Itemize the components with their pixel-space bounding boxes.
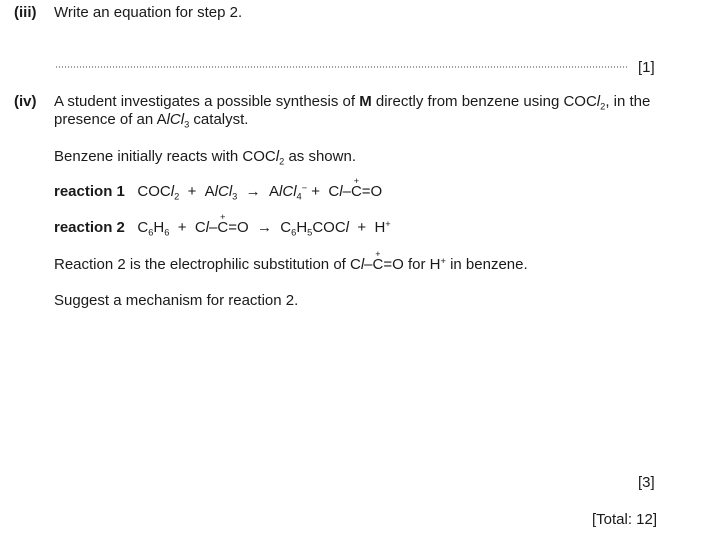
reaction-2-equation: reaction 2 $C_6H_6 + Cl-C$ + $=O \to C_6H_5COCl + H^+$ [54, 211, 391, 238]
mechanism-prompt: Suggest a mechanism for reaction 2. [54, 292, 299, 309]
part-iv-marks: [3] [638, 474, 655, 491]
reaction-1-equation: reaction 1 COCl$_2$ + AlCl$_3$ → AlCl$_4$− + Cl–C + =O [54, 175, 383, 202]
part-iv-number: (iv) [14, 93, 37, 110]
part-iii-prompt: Write an equation for step 2. [54, 4, 243, 21]
answer-line [55, 66, 628, 68]
reaction-2-statement: Reaction 2 is the electrophilic substitution of Cl–C + =O for H+ in benzene. [54, 248, 528, 273]
part-iii-number: (iii) [14, 4, 37, 21]
part-iv-intro-line1: A student investigates a possible synthesis of M directly from benzene using COCl$_2$, in the [54, 93, 651, 112]
total-marks: [Total: 12] [592, 511, 658, 528]
part-iv-intro-line2: presence of an AlCl$_3$ catalyst. [54, 111, 249, 130]
benzene-statement: Benzene initially reacts with COCl$_2$ as shown. [54, 148, 356, 167]
part-iii-marks: [1] [638, 59, 655, 76]
